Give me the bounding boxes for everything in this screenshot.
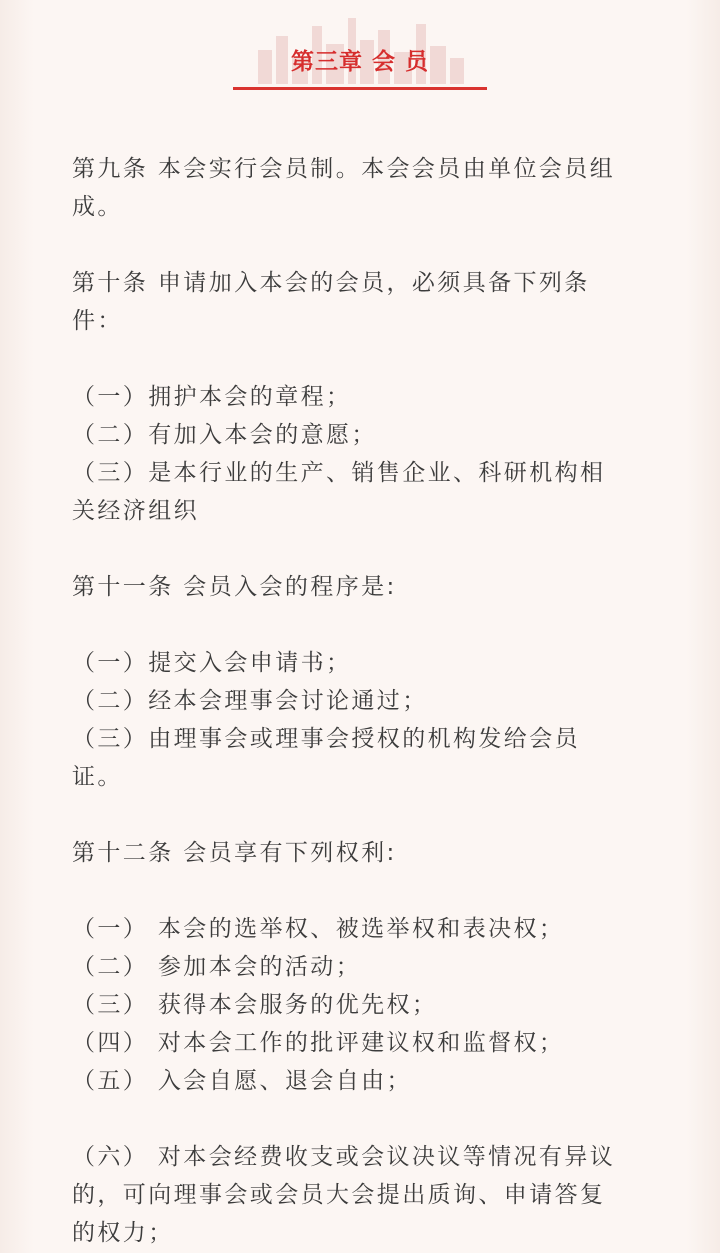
article-12-item-6-line: 的，可向理事会或会员大会提出质询、申请答复: [72, 1182, 606, 1208]
article-12-item-6-line: （六） 对本会经费收支或会议决议等情况有异议: [72, 1144, 616, 1170]
article-12-item: （五） 入会自愿、退会自由；: [72, 1068, 412, 1094]
article-12-item: （二） 参加本会的活动；: [72, 954, 362, 980]
article-11-item: （三）由理事会或理事会授权的机构发给会员: [72, 726, 580, 752]
article-10-line: 件：: [72, 308, 123, 334]
article-10-item: （二）有加入本会的意愿；: [72, 422, 377, 448]
article-12-heading: 第十二条 会员享有下列权利:: [72, 840, 397, 866]
article-11-heading: 第十一条 会员入会的程序是:: [72, 574, 397, 600]
article-11-item: 证。: [72, 764, 123, 790]
article-12-item: （四） 对本会工作的批评建议权和监督权；: [72, 1030, 565, 1056]
article-11-item: （一）提交入会申请书；: [72, 650, 352, 676]
article-content: [72, 150, 642, 1252]
article-9-line: 第九条 本会实行会员制。本会会员由单位会员组: [72, 156, 616, 182]
article-10-item: （一）拥护本会的章程；: [72, 384, 352, 410]
article-12-item: （三） 获得本会服务的优先权；: [72, 992, 438, 1018]
article-11-item: （二）经本会理事会讨论通过；: [72, 688, 428, 714]
article-12-item-6-line: 的权力；: [72, 1220, 174, 1246]
chapter-title: 第三章 会 员: [290, 49, 429, 75]
article-12-item: （一） 本会的选举权、被选举权和表决权；: [72, 916, 565, 942]
article-10-item: 关经济组织: [72, 498, 199, 524]
article-10-line: 第十条 申请加入本会的会员，必须具备下列条: [72, 270, 590, 296]
article-10-item: （三）是本行业的生产、销售企业、科研机构相: [72, 460, 606, 486]
chapter-title-underline: [233, 87, 487, 90]
article-9-line: 成。: [72, 194, 123, 220]
